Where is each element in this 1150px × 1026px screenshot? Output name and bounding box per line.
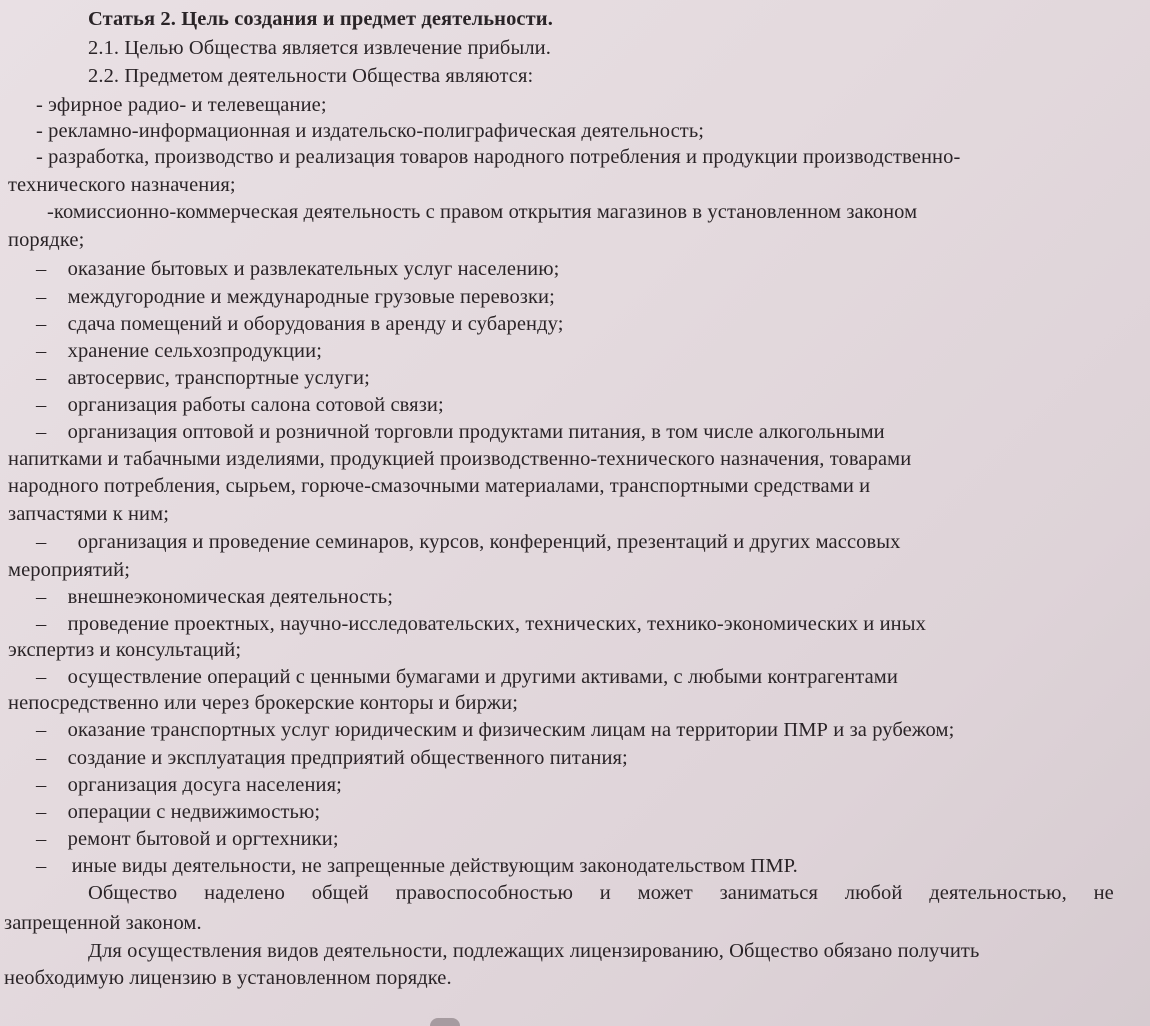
list-item-text: внешнеэкономическая деятельность; bbox=[67, 586, 393, 608]
list-item: - разработка, производство и реализация товаров народного потребления и продукции производственно- bbox=[36, 146, 961, 168]
list-item bbox=[36, 826, 339, 852]
list-item bbox=[36, 338, 322, 364]
license-paragraph-continuation: необходимую лицензию в установленном порядке. bbox=[4, 967, 452, 989]
list-item bbox=[36, 584, 393, 610]
list-item-text: иные виды деятельности, не запрещенные действующим законодательством ПМР. bbox=[71, 855, 798, 877]
dash-marker: – bbox=[36, 774, 47, 796]
capacity-word: заниматься bbox=[719, 882, 818, 904]
list-item-text: организация работы салона сотовой связи; bbox=[67, 394, 444, 416]
paragraph-2-1: 2.1. Целью Общества является извлечение прибыли. bbox=[88, 37, 551, 59]
list-item-text: организация досуга населения; bbox=[67, 774, 342, 796]
list-item-text: ремонт бытовой и оргтехники; bbox=[67, 828, 339, 850]
capacity-word: не bbox=[1093, 882, 1114, 904]
page-number-fragment bbox=[430, 1018, 460, 1026]
list-item: -комиссионно-коммерческая деятельность с правом открытия магазинов в установленном законом bbox=[47, 201, 918, 223]
capacity-word: может bbox=[637, 882, 693, 904]
list-item-text: автосервис, транспортные услуги; bbox=[67, 367, 370, 389]
list-item bbox=[36, 799, 320, 825]
list-item bbox=[36, 256, 559, 282]
list-item-continuation: народного потребления, сырьем, горюче-смазочными материалами, транспортными средствами и bbox=[8, 475, 871, 497]
list-item bbox=[36, 664, 898, 690]
dash-marker: – bbox=[36, 367, 47, 389]
dash-marker: – bbox=[36, 666, 47, 688]
list-item bbox=[36, 853, 798, 879]
list-item-text: оказание транспортных услуг юридическим и физическим лицам на территории ПМР и за рубежом; bbox=[67, 719, 955, 741]
list-item bbox=[36, 611, 926, 637]
list-item-text: создание и эксплуатация предприятий общественного питания; bbox=[67, 747, 628, 769]
list-item-continuation: экспертиз и консультаций; bbox=[8, 639, 242, 661]
dash-marker: – bbox=[36, 258, 47, 280]
capacity-word: любой bbox=[844, 882, 903, 904]
capacity-word: деятельностью, bbox=[929, 882, 1067, 904]
list-item bbox=[36, 717, 954, 743]
list-item-text: организация и проведение семинаров, курсов, конференций, презентаций и других массовых bbox=[77, 531, 901, 553]
dash-marker: – bbox=[36, 719, 47, 741]
dash-marker: – bbox=[36, 855, 47, 877]
list-item bbox=[36, 419, 885, 445]
list-item-text: оказание бытовых и развлекательных услуг населению; bbox=[67, 258, 560, 280]
capacity-word: и bbox=[599, 882, 611, 904]
list-item-continuation: напитками и табачными изделиями, продукцией производственно-технического назначения, товарами bbox=[8, 448, 912, 470]
dash-marker: – bbox=[36, 421, 47, 443]
list-item-continuation: запчастями к ним; bbox=[8, 503, 169, 525]
capacity-paragraph-continuation: запрещенной законом. bbox=[4, 912, 202, 934]
list-item-continuation: непосредственно или через брокерские конторы и биржи; bbox=[8, 692, 519, 714]
dash-marker: – bbox=[36, 394, 47, 416]
list-item bbox=[36, 745, 628, 771]
list-item-text: операции с недвижимостью; bbox=[67, 801, 321, 823]
list-item-continuation: мероприятий; bbox=[8, 559, 130, 581]
list-item bbox=[36, 311, 564, 337]
dash-marker: – bbox=[36, 586, 47, 608]
capacity-word: правоспособностью bbox=[395, 882, 574, 904]
capacity-word: Общество bbox=[88, 882, 178, 904]
list-item-continuation: порядке; bbox=[8, 229, 85, 251]
list-item-text: междугородние и международные грузовые перевозки; bbox=[67, 286, 555, 308]
list-item-text: осуществление операций с ценными бумагами и другими активами, с любыми контрагентами bbox=[67, 666, 898, 688]
capacity-word: общей bbox=[311, 882, 369, 904]
dash-marker: – bbox=[36, 801, 47, 823]
list-item bbox=[36, 772, 342, 798]
dash-marker: – bbox=[36, 340, 47, 362]
list-item bbox=[36, 284, 555, 310]
dash-marker: – bbox=[36, 747, 47, 769]
list-item bbox=[36, 529, 901, 555]
capacity-paragraph bbox=[88, 880, 1114, 906]
list-item: - эфирное радио- и телевещание; bbox=[36, 94, 327, 116]
list-item-text: хранение сельхозпродукции; bbox=[67, 340, 322, 362]
list-item-text: организация оптовой и розничной торговли продуктами питания, в том числе алкогольными bbox=[67, 421, 885, 443]
list-item-text: проведение проектных, научно-исследовательских, технических, технико-экономических и иных bbox=[67, 613, 926, 635]
list-item-text: сдача помещений и оборудования в аренду и субаренду; bbox=[67, 313, 564, 335]
dash-marker: – bbox=[36, 613, 47, 635]
capacity-word: наделено bbox=[204, 882, 286, 904]
paragraph-2-2: 2.2. Предметом деятельности Общества являются: bbox=[88, 65, 534, 87]
dash-marker: – bbox=[36, 828, 47, 850]
list-item bbox=[36, 365, 370, 391]
article-heading: Статья 2. Цель создания и предмет деятельности. bbox=[88, 8, 553, 30]
dash-marker: – bbox=[36, 313, 47, 335]
license-paragraph: Для осуществления видов деятельности, подлежащих лицензированию, Общество обязано получить bbox=[88, 940, 980, 962]
list-item bbox=[36, 392, 444, 418]
list-item: - рекламно-информационная и издательско-полиграфическая деятельность; bbox=[36, 120, 705, 142]
dash-marker: – bbox=[36, 286, 47, 308]
dash-marker: – bbox=[36, 531, 47, 553]
list-item-continuation: технического назначения; bbox=[8, 174, 236, 196]
